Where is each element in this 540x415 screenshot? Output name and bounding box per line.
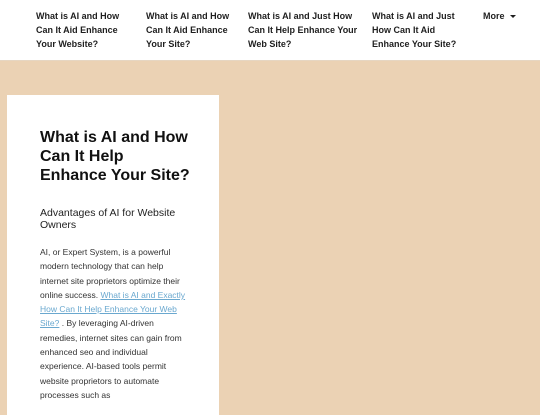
post-subtitle: Advantages of AI for Website Owners [40,207,176,231]
post-body [40,245,190,402]
nav-item-2[interactable]: What is AI and How Can It Aid Enhance Your Site? [146,11,230,49]
nav-item-3[interactable]: What is AI and Just How Can It Help Enhance Your Web Site? [248,11,358,49]
more-menu-button[interactable] [483,9,516,23]
post-inline-link[interactable]: What is AI and Exactly How Can It Help Enhance Your Web Site? [40,289,186,329]
post-body-text: AI, or Expert System, is a powerful modern technology that can help internet site proprietors optimize their online success. [40,247,180,300]
post-card [7,95,219,415]
more-label: More [483,11,505,21]
chevron-down-icon [510,15,516,18]
post-title: What is AI and How Can It Help Enhance Your Site? [40,129,190,184]
nav-item-4[interactable]: What is AI and Just How Can It Aid Enhance Your Site? [372,11,457,49]
nav-item-1[interactable]: What is AI and How Can It Aid Enhance Your Website? [36,11,120,49]
post-body-text-continued: . By leveraging AI-driven remedies, internet sites can gain from enhanced seo and individual experience. AI-based tools permit website proprietors to automate processes such as [40,318,182,400]
top-navigation [0,0,540,61]
